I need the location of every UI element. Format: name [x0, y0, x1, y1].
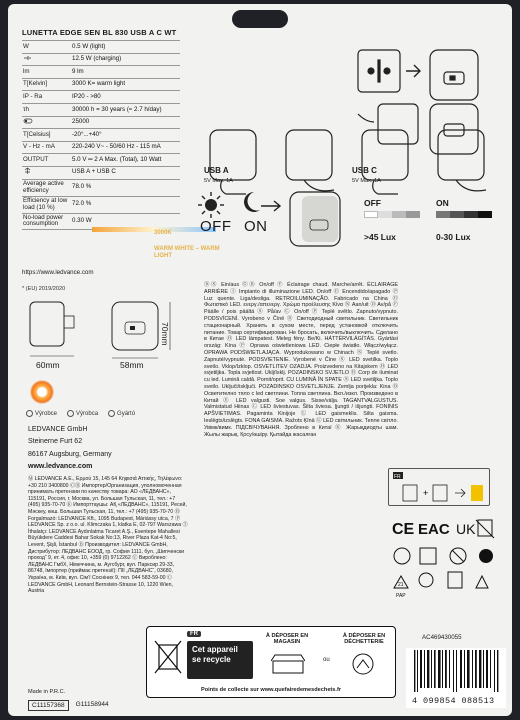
- ledvance-logo-icon: [30, 380, 54, 404]
- usb-a-spec: 5V Max. 1A: [204, 178, 233, 184]
- eu-regulation-note: * (EU) 2019/2020: [22, 286, 66, 292]
- svg-text:+: +: [423, 488, 429, 498]
- spec-row: [22, 196, 180, 213]
- manufacturer-label: Výrobce: [35, 410, 58, 417]
- spec-row: [22, 78, 180, 91]
- multilingual-warnings: ⒹⓈ Ein/aus ⒼⒷ On/off Ⓕ Éclairage chaud. Marche/arrêt. ÉCLAIRAGE ARRIÈRE Ⓘ Impianto di illuminazione LED. On/off Ⓔ Encendido/apagado Ⓟ Luz quente. Liga/desliga. RETROILUMINAÇÃO. Fabricado na China Ⓖ Φωτιστικό LED. ενεργ./απενεργ. Χρώμα προέλευσης Κίνα Ⓝ Aan/uit Ⓓ Av/på Ⓕ Päälle / pois päältä Ⓢ På/av Ⓒ On/off Ⓟ Teplé světlo. Zapnuto/vypnuto. PODSVÍCENÍ. Vyrobeno v Číně Ⓡ Светодиодный светильник. Светильник стационарный. Хранить в сухом месте, перед установкой отключить питание. Товар сертифицирован. Не бросать, включить/выключить. Сделано в Китае Ⓗ LED lámpatest. Meleg fény. Be/Ki. HÁTTÉRVILÁGÍTÁS. Gyártási ország: Kína Ⓟ Oprawa oświetleniowa LED. Ciepłe światło. Włącz/wyłącz. OPRAWA PODŚWIETLAJĄCA. Wyprodukowano w Chinach Ⓢ Teplé svetlo. Zapnuté/vypnuté. PODSVIETENIE. Vyrobené v Číne Ⓢ LED svetilka. Toplo svetlo. Vklop/Izklop. OSVETLITEV OZADJA. Proizvedeno na Kitajskem Ⓗ LED svjetiljka. Topla svjetlost. Uklj/Isklj. POZADINSKO SVJETLO Ⓡ Corp de iluminat cu led. Lumină caldă. Pornit/oprit. CU LUMINĂ ÎN SPATE Ⓢ LED svetiljka. Toplo svetlo. Uključi/isključi. POZADINSKO OSVETLJENJE. Zemlja porijekla: Kina Ⓑ Осветително тяло с led светлини. Топла светлина. Вкл./изкл. Произведено в Китай Ⓔ LED valgusti. Soe valgus. Sisse/välja. TAGANTVALGUSTUS. Valmistatud Hiinas Ⓛ LED šviestuvas. Šilta šviesa. Įjungti / išjungti. FONINIS APŠVIETIMAS. Pagaminta Kinijoje Ⓛ LED gaismeklis. Silta gaisma. Ieslēgts/izslēgts. FONA GAISMA. Ražots Ķīnā Ⓤ LED світильник. Тепле світло. Увімк/вимк. ПІДСВІЧУВАННЯ. Зроблено в Китаї Ⓚ Жарықдиодты шам. Жылы жарық. Қосу/өшіру. Қытайда жасалған: [204, 282, 398, 438]
- spec-value: 9 lm: [72, 67, 84, 75]
- width-dimension: 58mm: [120, 360, 144, 370]
- spec-row: [22, 153, 180, 166]
- spec-row: [22, 53, 180, 66]
- arrow-icon: [260, 200, 282, 212]
- tidyman-icon: [419, 573, 433, 587]
- spec-value: 25000: [72, 118, 90, 126]
- triman-recycling-block: [146, 626, 396, 698]
- bin-icon: [448, 572, 462, 588]
- off-lux-ramp: [364, 211, 420, 218]
- spec-symbol: OUTPUT: [23, 155, 49, 163]
- fr-badge: FR: [187, 631, 201, 637]
- on-lux-ramp: [436, 211, 492, 218]
- spec-symbol: τh: [23, 105, 29, 113]
- spec-symbol: T[Celsius]: [23, 130, 51, 138]
- spec-row: [22, 65, 180, 78]
- manufacturer-address: [28, 424, 112, 474]
- factory-icon: [26, 410, 33, 417]
- manufacturer-languages: [26, 410, 135, 417]
- spec-value: 5.0 V ═ 2 A Max. (Total), 10 Watt: [72, 155, 162, 163]
- hang-hole: [232, 10, 288, 28]
- or-label: ou: [323, 657, 330, 663]
- svg-text:21: 21: [398, 582, 404, 588]
- off-lux-title: OFF: [364, 198, 381, 208]
- street: Steinerne Furt 62: [28, 438, 83, 446]
- spec-row: [22, 141, 180, 154]
- manufacturer-label: Výrobca: [76, 410, 99, 417]
- product-codes: [28, 700, 112, 711]
- website-link: https://www.ledvance.com: [22, 269, 94, 276]
- color-temp-value: 3000K: [154, 230, 172, 236]
- spec-row: [22, 128, 180, 141]
- class-ii-icon: [394, 548, 410, 564]
- moon-icon: [242, 190, 262, 216]
- dimension-drawing: [22, 296, 212, 376]
- spec-symbol: IP - Ra: [23, 92, 43, 100]
- company-name: LEDVANCE GmbH: [28, 426, 88, 433]
- height-dimension: 70mm: [160, 322, 170, 346]
- plug-icon: [23, 54, 32, 62]
- spec-table: [22, 40, 180, 230]
- factory-icon: [108, 410, 115, 417]
- indoor-use-icon: [420, 548, 436, 564]
- spec-symbol: W: [23, 42, 29, 50]
- usb-c-spec: 5V Max. 1A: [352, 178, 381, 184]
- barcode-number: 4 099854 088513: [412, 696, 495, 706]
- spec-symbol: [22, 167, 72, 178]
- factory-icon: [67, 410, 74, 417]
- sensor-on-label: ON: [244, 218, 268, 235]
- deposit-store-label: À DÉPOSER EN MAGASIN: [265, 633, 309, 646]
- on-lux-title: ON: [436, 198, 449, 208]
- spec-symbol: Efficiency at low load (10 %): [23, 197, 68, 211]
- sorting-info-box: [388, 468, 490, 506]
- triman-headline: Cet appareil se recycle: [187, 641, 253, 679]
- recycling-center-icon: [343, 653, 383, 675]
- off-lux-value: >45 Lux: [364, 232, 396, 242]
- svg-text:FR: FR: [394, 474, 401, 480]
- sensor-icon: [479, 549, 493, 563]
- manufacturer-label: Gyártó: [117, 410, 136, 417]
- spec-row: [22, 90, 180, 103]
- spec-symbol: lm: [23, 67, 30, 75]
- spec-symbol: No-load power consumption: [23, 213, 64, 228]
- recycle-triangle-icon: [476, 576, 488, 588]
- ce-mark-icon: CE: [392, 521, 415, 538]
- device-night-icon: [288, 190, 342, 248]
- sun-icon: [196, 190, 226, 220]
- spec-value: 3000 K= warm light: [72, 80, 126, 88]
- spec-symbol: [22, 54, 72, 65]
- city: 86167 Augsburg, Germany: [28, 450, 112, 458]
- website: www.ledvance.com: [28, 463, 93, 471]
- usb-c-label: USB C: [352, 166, 377, 175]
- spec-row: [22, 103, 180, 116]
- spec-symbol: [22, 117, 72, 128]
- spec-row: [22, 179, 180, 196]
- spec-row: [22, 116, 180, 129]
- spec-value: 12.5 W (charging): [72, 55, 122, 63]
- packaging-back: [8, 4, 512, 716]
- deposit-center-label: À DÉPOSER EN DÉCHETTERIE: [342, 633, 386, 646]
- spec-value: USB A + USB C: [72, 168, 116, 176]
- spec-value: 220-240 V~ - 50/60 Hz - 115 mA: [72, 143, 161, 151]
- importer-legal-text: Ⓜ LEDVANCE A.E., Ερμού 15, 145 64 Κηφισιά Αττικής, Τηλέφωνο: +30 210 3400800 ⒸⓇ Импортер/Организация, уполномоченная принимать претензии по качеству товара: АО «ЛЕДВАНС», 115191, Россия, г. Москва, ул. Большая Тульская, 11, тел.: +7 (495) 935-70-70 Ⓚ Импорттаушы: АҚ «ЛЕДВАНС», 115191, Ресей, Мәскеу, көш. Большая Тульская, 11, тел.: +7 (495) 935-70-70 Ⓗ Forgalmazó: LEDVANCE Kft., 1095 Budapest, Máriássy utca, 7 Ⓟ LEDVANCE Sp. z o.o. ul. Klimczaka 1, klatka E, 02-797 Warszawa Ⓣ İthalatçı: LEDVANCE Aydınlatma Ticaret A.Ş., Esentepe Mahallesi Büyükdere Caddesi Bahar Sokak No:13, River Plaza Kat-4 No:5, Levent, Şişli, İstanbul Ⓑ Производител: LEDVANCE GmbH, Дистрибутор: ЛЕДВАНС ЕООД, гр. София 1111, бул. „Шипченски проход“ 9, ет. 4, офис 10, +359 (0) 9712262 Ⓤ Вироблено: ЛЕДВАНС ГмбХ, Німеччина, м. Аугсбург, вул. Парксир 29-33, 86748, Імпортер (приймає претензії): ПІІ „ЛЕДВАНС“, 03680, Україна, м. Київ, вул. Сім'ї Сосніних 9, тел. 044 583-59-00 Ⓒ LEDVANCE GmbH, Leonard Bernstein-Strasse 10, 1220 Wien, Austria: [28, 476, 188, 595]
- spec-value: -20°...+40°: [72, 130, 102, 138]
- on-lux-value: 0-30 Lux: [436, 232, 471, 242]
- barcode-bars: [406, 648, 506, 692]
- code: G11158944: [75, 701, 109, 708]
- spec-row: [22, 40, 180, 53]
- code-box: C11157368: [28, 700, 69, 711]
- depth-dimension: 60mm: [36, 360, 60, 370]
- spec-symbol: V - Hz - mA: [23, 143, 55, 151]
- usb-a-label: USB A: [204, 166, 229, 175]
- spec-value: 30000 h = 30 years (≈ 2.7 h/day): [72, 105, 162, 113]
- spec-symbol: T[Kelvin]: [23, 80, 48, 88]
- certification-symbols: [390, 512, 500, 630]
- store-icon: [271, 653, 305, 675]
- ean-barcode: [406, 648, 506, 708]
- triman-caption: Points de collecte sur www.quefairedemesdechets.fr: [201, 687, 341, 693]
- spec-value: 72.0 %: [72, 200, 92, 208]
- spec-value: 78.0 %: [72, 183, 92, 191]
- article-code: AC469430055: [422, 634, 462, 641]
- sensor-off-label: OFF: [200, 218, 232, 235]
- sorting-icons: [389, 469, 491, 507]
- spec-symbol: Average active efficiency: [23, 180, 64, 194]
- made-in: Made in P.R.C.: [28, 689, 66, 695]
- spec-value: IP20 - >80: [72, 92, 101, 100]
- switch-cycles-icon: [23, 117, 33, 125]
- spec-row: [22, 166, 180, 179]
- product-title: LUNETTA EDGE SEN BL 830 USB A C WT: [22, 28, 177, 37]
- color-temp-label: WARM WHITE – WARM LIGHT: [154, 246, 220, 260]
- weee-crossed-bin-icon: [153, 637, 183, 677]
- spec-value: 0.30 W: [72, 216, 92, 224]
- usb-icon: [23, 167, 32, 175]
- spec-value: 0.5 W (light): [72, 42, 106, 50]
- ukca-mark-icon: UK: [456, 521, 476, 537]
- svg-text:PAP: PAP: [396, 593, 406, 599]
- eac-mark-icon: EAC: [418, 521, 450, 538]
